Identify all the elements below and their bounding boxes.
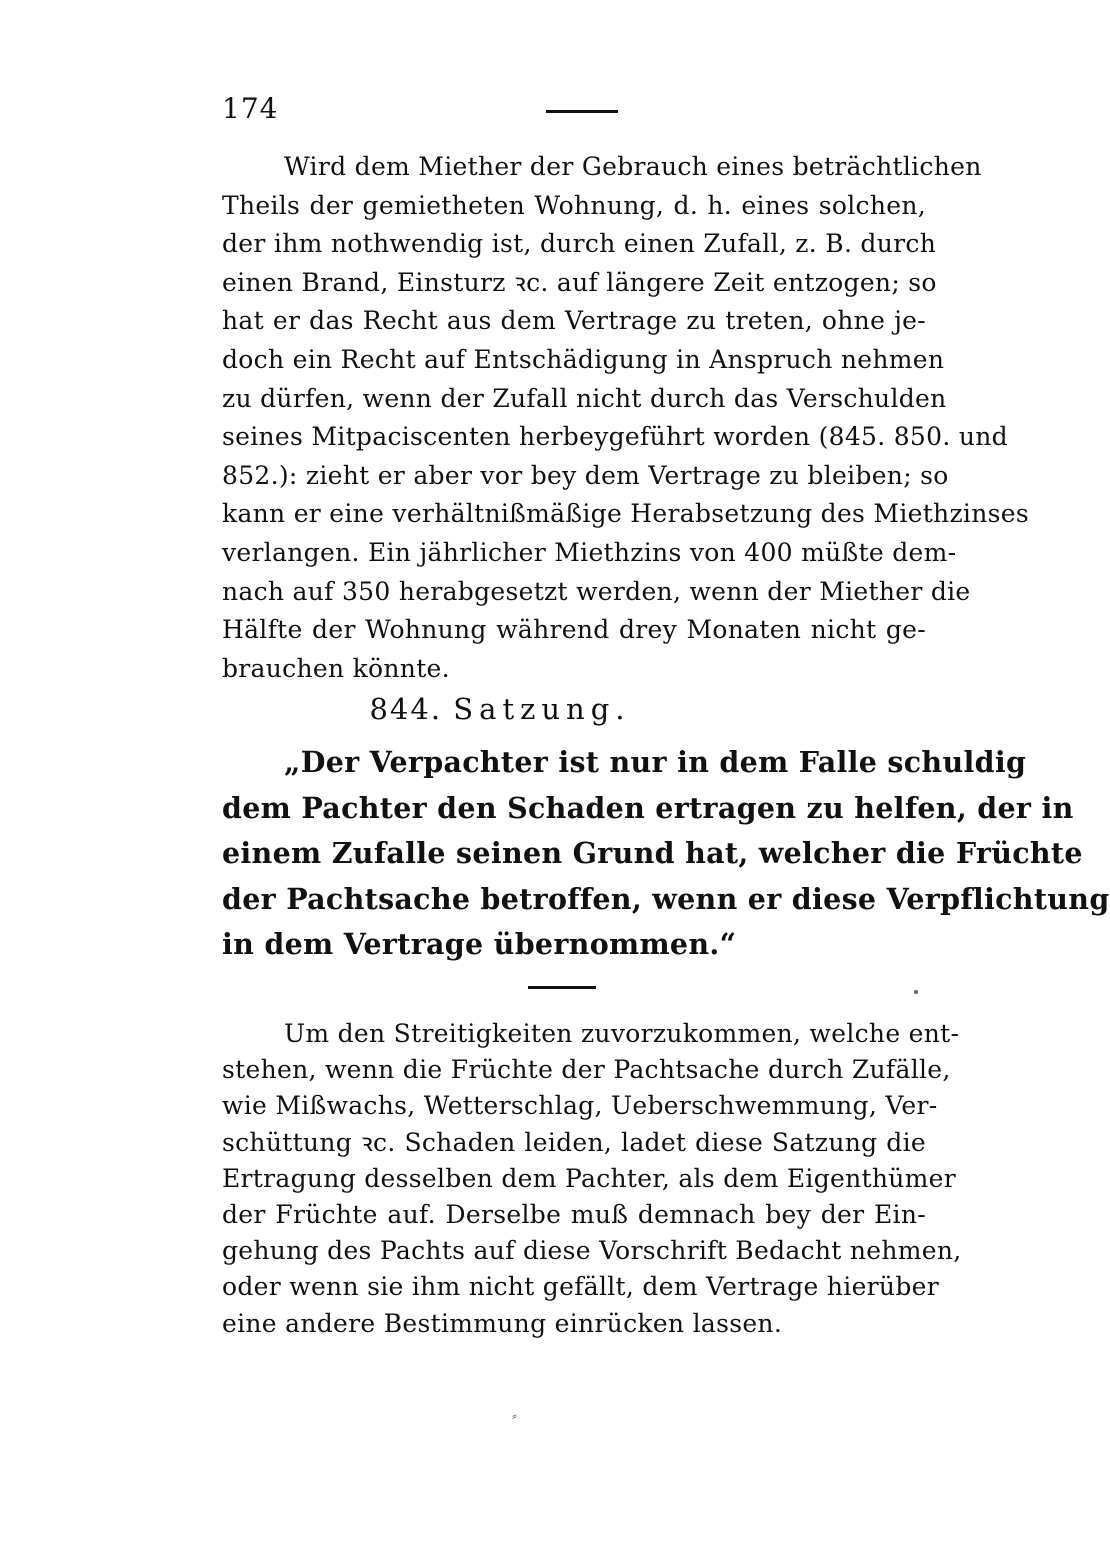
text-line: einen Brand, Einsturz ꝛc. auf längere Zeit entzogen; so bbox=[222, 267, 937, 297]
print-speck bbox=[914, 990, 918, 994]
text-line: nach auf 350 herabgesetzt werden, wenn der Miether die bbox=[222, 576, 971, 606]
page-header bbox=[222, 92, 922, 132]
text-line: wie Mißwachs, Wetterschlag, Ueberschwemmung, Ver- bbox=[222, 1091, 938, 1121]
header-rule bbox=[546, 110, 618, 113]
statute-line: „Der Verpachter ist nur in dem Falle schuldig bbox=[284, 745, 1027, 779]
statute-line: einem Zufalle seinen Grund hat, welcher die Früchte bbox=[222, 836, 1083, 870]
text-line: kann er eine verhältnißmäßige Herabsetzung des Miethzinses bbox=[222, 499, 1029, 529]
statute-line: in dem Vertrage übernommen.“ bbox=[222, 927, 737, 961]
commentary-paragraph-1 bbox=[222, 148, 1029, 688]
text-line: der ihm nothwendig ist, durch einen Zufall, z. B. durch bbox=[222, 229, 937, 259]
text-line: stehen, wenn die Früchte der Pachtsache durch Zufälle, bbox=[222, 1055, 951, 1085]
ink-mark: ⸗ bbox=[512, 1408, 517, 1424]
section-heading bbox=[0, 692, 1000, 726]
text-line: seines Mitpaciscenten herbeygeführt worden (845. 850. und bbox=[222, 422, 1008, 452]
text-line: Ertragung desselben dem Pachter, als dem Eigenthümer bbox=[222, 1163, 957, 1193]
text-line: hat er das Recht aus dem Vertrage zu treten, ohne je- bbox=[222, 306, 926, 336]
section-number: 844. bbox=[369, 692, 443, 726]
statute-text bbox=[222, 740, 1110, 968]
text-line: eine andere Bestimmung einrücken lassen. bbox=[222, 1308, 783, 1338]
text-line: brauchen könnte. bbox=[222, 653, 450, 683]
section-divider bbox=[528, 986, 596, 989]
text-line: schüttung ꝛc. Schaden leiden, ladet diese Satzung die bbox=[222, 1127, 926, 1157]
text-line: 852.): zieht er aber vor bey dem Vertrage zu bleiben; so bbox=[222, 460, 949, 490]
text-line: Wird dem Miether der Gebrauch eines beträchtlichen bbox=[284, 152, 982, 181]
text-line: oder wenn sie ihm nicht gefällt, dem Vertrage hierüber bbox=[222, 1272, 939, 1302]
text-line: doch ein Recht auf Entschädigung in Anspruch nehmen bbox=[222, 344, 945, 374]
statute-line: dem Pachter den Schaden ertragen zu helfen, der in bbox=[222, 790, 1074, 825]
page-number: 174 bbox=[222, 92, 279, 125]
text-line: der Früchte auf. Derselbe muß demnach bey der Ein- bbox=[222, 1199, 926, 1229]
text-line: gehung des Pachts auf diese Vorschrift Bedacht nehmen, bbox=[222, 1236, 962, 1266]
text-line: Hälfte der Wohnung während drey Monaten nicht ge- bbox=[222, 615, 926, 645]
section-title: Satzung. bbox=[453, 692, 631, 726]
text-line: zu dürfen, wenn der Zufall nicht durch das Verschulden bbox=[222, 383, 947, 413]
statute-line: der Pachtsache betroffen, wenn er diese Verpflichtung bbox=[222, 881, 1110, 916]
commentary-paragraph-2 bbox=[222, 1016, 962, 1342]
text-line: Um den Streitigkeiten zuvorzukommen, welche ent- bbox=[284, 1019, 960, 1048]
text-line: verlangen. Ein jährlicher Miethzins von 400 müßte dem- bbox=[222, 537, 957, 567]
text-line: Theils der gemietheten Wohnung, d. h. eines solchen, bbox=[222, 190, 926, 220]
